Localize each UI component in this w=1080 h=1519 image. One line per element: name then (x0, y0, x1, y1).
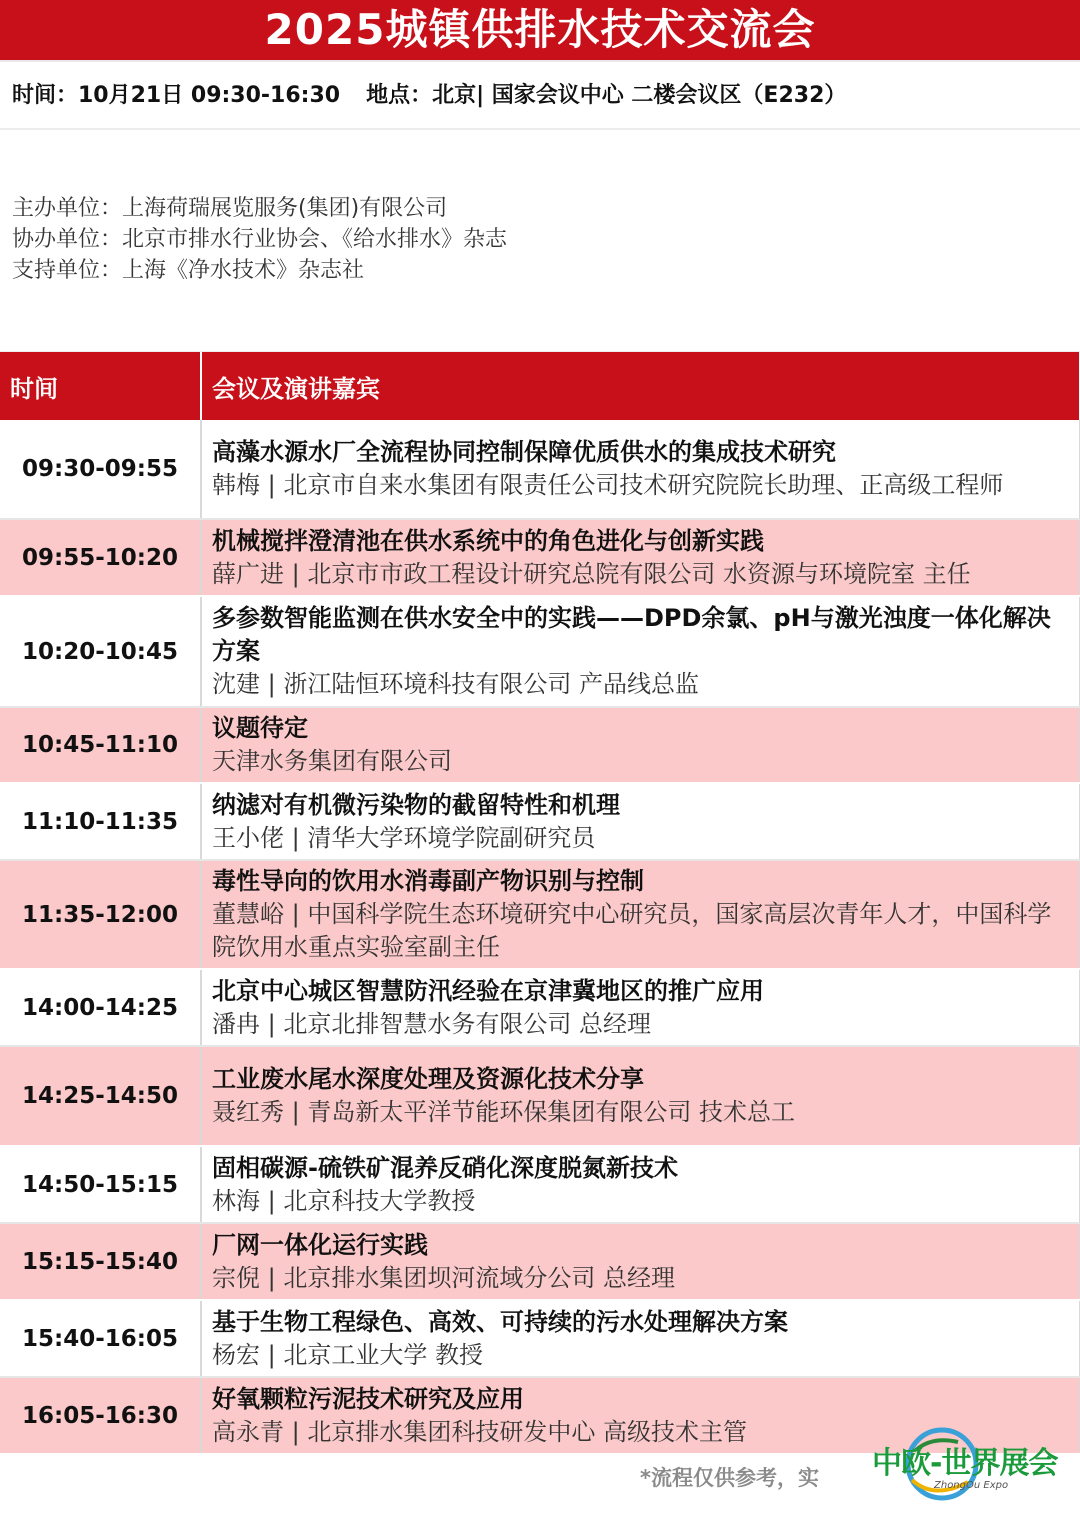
row-time: 11:35-12:00 (0, 860, 201, 969)
row-time: 09:30-09:55 (0, 420, 201, 519)
row-speaker: 董慧峪 | 中国科学院生态环境研究中心研究员，国家高层次青年人才，中国科学院饮用水重点实验室副主任 (212, 900, 1052, 961)
row-topic: 高藻水源水厂全流程协同控制保障优质供水的集成技术研究 (212, 438, 836, 466)
co-organizer: 协办单位：北京市排水行业协会、《给水排水》杂志 (12, 227, 508, 252)
row-time: 11:10-11:35 (0, 783, 201, 860)
row-time: 14:00-14:25 (0, 969, 201, 1046)
logo-name: 中欧-世界展会 (872, 1446, 1058, 1481)
header-session: 会议及演讲嘉宾 (201, 352, 1080, 420)
row-content (201, 1300, 1080, 1377)
row-speaker: 杨宏 | 北京工业大学 教授 (212, 1340, 483, 1369)
row-speaker: 潘冉 | 北京北排智慧水务有限公司 总经理 (212, 1009, 651, 1038)
table-row (0, 707, 1080, 783)
table-row (0, 1300, 1080, 1377)
row-content (201, 1146, 1080, 1223)
row-time: 14:50-15:15 (0, 1146, 201, 1223)
row-content (201, 969, 1080, 1046)
row-speaker: 王小佬 | 清华大学环境学院副研究员 (212, 823, 596, 852)
supporter: 支持单位：上海《净水技术》杂志社 (12, 258, 365, 283)
table-row (0, 860, 1080, 969)
table-row (0, 969, 1080, 1046)
row-topic: 好氧颗粒污泥技术研究及应用 (212, 1384, 524, 1413)
row-content (201, 420, 1080, 519)
footer-note: *流程仅供参考，实 (640, 1466, 819, 1490)
row-content (201, 860, 1080, 969)
row-time: 16:05-16:30 (0, 1377, 201, 1454)
table-row (0, 519, 1080, 596)
row-time: 09:55-10:20 (0, 519, 201, 596)
row-content (201, 596, 1080, 707)
row-speaker: 薛广进 | 北京市市政工程设计研究总院有限公司 水资源与环境院室 主任 (212, 559, 971, 588)
table-row (0, 1046, 1080, 1146)
row-content (201, 1223, 1080, 1300)
row-speaker: 天津水务集团有限公司 (212, 747, 452, 775)
table-row (0, 420, 1080, 519)
table-row (0, 1146, 1080, 1223)
sponsors-section (0, 130, 1080, 352)
row-time: 10:20-10:45 (0, 596, 201, 707)
host-organizer: 主办单位：上海荷瑞展览服务(集团)有限公司 (12, 196, 448, 221)
row-time: 15:40-16:05 (0, 1300, 201, 1377)
row-time: 10:45-11:10 (0, 707, 201, 783)
row-content (201, 1046, 1080, 1146)
table-row (0, 783, 1080, 860)
row-topic: 纳滤对有机微污染物的截留特性和机理 (212, 790, 620, 819)
table-header-row (0, 352, 1080, 420)
row-speaker: 沈建 | 浙江陆恒环境科技有限公司 产品线总监 (212, 670, 699, 698)
row-content (201, 519, 1080, 596)
row-speaker: 韩梅 | 北京市自来水集团有限责任公司技术研究院院长助理、正高级工程师 (212, 471, 1004, 499)
row-time: 15:15-15:40 (0, 1223, 201, 1300)
expo-logo (872, 1420, 1072, 1512)
event-time: 时间：10月21日 09:30-16:30 (12, 83, 341, 108)
logo-subtitle: ZhongOu Expo (934, 1480, 1009, 1491)
page-title: 2025城镇供排水技术交流会 (0, 0, 1080, 60)
row-topic: 固相碳源-硫铁矿混养反硝化深度脱氮新技术 (212, 1153, 678, 1182)
row-topic: 北京中心城区智慧防汛经验在京津冀地区的推广应用 (212, 976, 764, 1005)
row-content (201, 783, 1080, 860)
header-time: 时间 (0, 352, 201, 420)
table-row (0, 1223, 1080, 1300)
agenda-table (0, 352, 1080, 1455)
row-speaker: 宗倪 | 北京排水集团坝河流域分公司 总经理 (212, 1263, 675, 1292)
row-topic: 议题待定 (212, 714, 308, 742)
row-topic: 工业废水尾水深度处理及资源化技术分享 (212, 1065, 644, 1093)
event-info (0, 60, 1080, 130)
row-topic: 厂网一体化运行实践 (212, 1230, 428, 1259)
row-content (201, 707, 1080, 783)
row-topic: 毒性导向的饮用水消毒副产物识别与控制 (212, 867, 644, 895)
table-row (0, 596, 1080, 707)
row-speaker: 高永青 | 北京排水集团科技研发中心 高级技术主管 (212, 1417, 747, 1446)
row-time: 14:25-14:50 (0, 1046, 201, 1146)
row-speaker: 林海 | 北京科技大学教授 (212, 1186, 476, 1215)
row-speaker: 聂红秀 | 青岛新太平洋节能环保集团有限公司 技术总工 (212, 1098, 795, 1126)
event-location: 地点：北京| 国家会议中心 二楼会议区（E232） (366, 83, 847, 108)
row-topic: 机械搅拌澄清池在供水系统中的角色进化与创新实践 (212, 526, 764, 555)
row-topic: 基于生物工程绿色、高效、可持续的污水处理解决方案 (212, 1307, 788, 1336)
row-topic: 多参数智能监测在供水安全中的实践——DPD余氯、pH与激光浊度一体化解决方案 (212, 604, 1051, 665)
